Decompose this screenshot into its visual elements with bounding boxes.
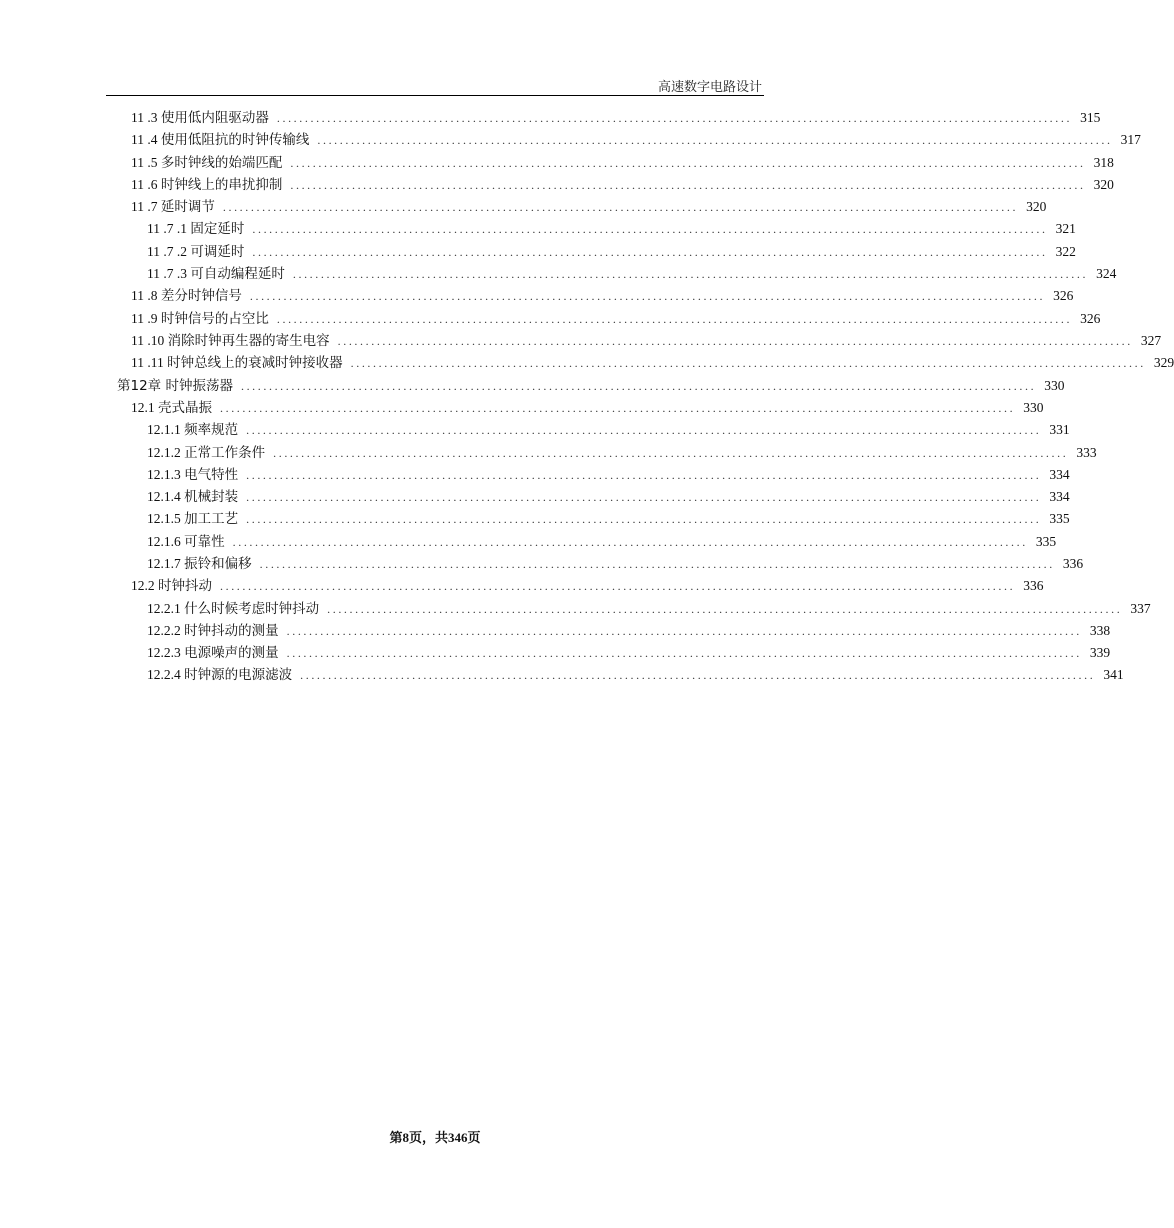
toc-leader-dots: .............................................................................................................................................. bbox=[246, 490, 1042, 504]
toc-leader-dots: .............................................................................................................................................. bbox=[273, 446, 1069, 460]
toc-entry-title: 时钟线上的串扰抑制 bbox=[160, 177, 283, 193]
toc-entry-page: 330 bbox=[1023, 400, 1044, 415]
toc-entry[interactable] bbox=[147, 531, 1057, 553]
toc-entry-page: 333 bbox=[1076, 445, 1097, 460]
toc-entry[interactable] bbox=[147, 553, 1084, 575]
toc-entry-page: 334 bbox=[1049, 467, 1070, 482]
toc-entry[interactable] bbox=[147, 442, 1097, 464]
toc-leader-dots: .............................................................................................................................................. bbox=[222, 200, 1019, 214]
toc-entry-number: 11 .7 .2 bbox=[147, 244, 191, 259]
toc-entry-page: 320 bbox=[1093, 177, 1114, 192]
toc-entry-title: 电源噪声的测量 bbox=[184, 645, 279, 661]
toc-entry-page: 341 bbox=[1103, 667, 1124, 682]
toc-entry-chapter[interactable] bbox=[117, 375, 1065, 397]
toc-entry-title: 时钟抖动的测量 bbox=[184, 623, 279, 639]
toc-entry-number: 11 .4 bbox=[131, 132, 161, 147]
toc-entry-number: 11 .5 bbox=[131, 155, 161, 170]
toc-entry-page: 338 bbox=[1089, 623, 1111, 638]
toc-entry-page: 321 bbox=[1055, 221, 1076, 236]
toc-entry-number: 11 .6 bbox=[131, 177, 161, 192]
toc-leader-dots: .............................................................................................................................................. bbox=[246, 423, 1042, 437]
toc-entry-page: 334 bbox=[1049, 489, 1070, 504]
toc-entry[interactable] bbox=[147, 620, 1111, 642]
toc-entry-number: 11 .11 bbox=[131, 355, 168, 370]
toc-entry[interactable] bbox=[147, 508, 1070, 530]
toc-entry-number: 11 .9 bbox=[131, 311, 161, 326]
toc-entry-page: 331 bbox=[1049, 422, 1070, 437]
toc-entry[interactable] bbox=[131, 107, 1101, 129]
toc-entry-title: 时钟抖动 bbox=[158, 578, 212, 594]
toc-entry[interactable] bbox=[147, 598, 1151, 620]
toc-entry-number: 12.1.7 bbox=[147, 556, 185, 571]
toc-entry-title: 可靠性 bbox=[184, 534, 225, 550]
toc-entry-title: 差分时钟信号 bbox=[160, 288, 242, 304]
toc-entry-page: 327 bbox=[1140, 333, 1162, 348]
toc-entry-page: 336 bbox=[1062, 556, 1084, 571]
toc-leader-dots: .............................................................................................................................................. bbox=[290, 156, 1086, 170]
toc-entry-title: 使用低阻抗的时钟传输线 bbox=[160, 132, 310, 148]
toc-leader-dots: .............................................................................................................................................. bbox=[276, 111, 1073, 125]
toc-entry[interactable] bbox=[131, 196, 1047, 218]
toc-entry-title: 振铃和偏移 bbox=[184, 556, 252, 572]
toc-entry-number: 12.1.4 bbox=[147, 489, 185, 504]
toc-leader-dots: .............................................................................................................................................. bbox=[252, 245, 1048, 259]
toc-entry[interactable] bbox=[147, 486, 1070, 508]
header-divider bbox=[106, 95, 764, 96]
toc-entry-number: 11 .7 .3 bbox=[147, 266, 191, 281]
toc-entry-page: 329 bbox=[1153, 355, 1174, 370]
toc-entry-number: 11 .3 bbox=[131, 110, 161, 125]
toc-leader-dots: .............................................................................................................................................. bbox=[220, 579, 1016, 593]
toc-entry-title: 壳式晶振 bbox=[158, 400, 212, 416]
toc-entry-number: 11 .8 bbox=[131, 288, 161, 303]
toc-leader-dots: .............................................................................................................................................. bbox=[286, 624, 1082, 638]
toc-entry-title: 加工工艺 bbox=[184, 511, 239, 527]
toc-leader-dots: .............................................................................................................................................. bbox=[240, 379, 1037, 393]
toc-entry-page: 324 bbox=[1096, 266, 1117, 281]
toc-entry-page: 339 bbox=[1089, 645, 1111, 660]
toc-entry-title: 消除时钟再生器的寄生电容 bbox=[167, 333, 330, 349]
toc-entry-title: 电气特性 bbox=[184, 467, 239, 483]
toc-entry-title: 使用低内阻驱动器 bbox=[160, 110, 269, 126]
toc-entry-number: 12.2.4 bbox=[147, 667, 185, 682]
toc-entry-number: 11 .10 bbox=[131, 333, 168, 348]
toc-entry[interactable] bbox=[131, 174, 1114, 196]
toc-leader-dots: .............................................................................................................................................. bbox=[249, 289, 1046, 303]
toc-entry[interactable] bbox=[147, 263, 1117, 285]
toc-leader-dots: .............................................................................................................................................. bbox=[317, 133, 1113, 147]
toc-entry-number: 12.1 bbox=[131, 400, 158, 415]
toc-entry-title: 时钟源的电源滤波 bbox=[184, 667, 293, 683]
toc-entry[interactable] bbox=[147, 664, 1124, 686]
toc-entry[interactable] bbox=[147, 419, 1070, 441]
toc-entry-number: 12.1.6 bbox=[147, 534, 185, 549]
page-footer: 第8页，共346页 bbox=[389, 1130, 481, 1145]
toc-entry-number: 12.1.5 bbox=[147, 511, 185, 526]
toc-entry[interactable] bbox=[147, 642, 1111, 664]
toc-entry-title: 什么时候考虑时钟抖动 bbox=[184, 601, 320, 617]
toc-entry[interactable] bbox=[131, 152, 1114, 174]
toc-entry[interactable] bbox=[147, 218, 1076, 240]
toc-leader-dots: .............................................................................................................................................. bbox=[220, 401, 1016, 415]
toc-leader-dots: .............................................................................................................................................. bbox=[252, 222, 1048, 236]
toc-entry-title: 频率规范 bbox=[184, 422, 239, 438]
toc-entry-number: 12.1.3 bbox=[147, 467, 185, 482]
toc-entry-number: 12.2.2 bbox=[147, 623, 185, 638]
toc-entry-page: 330 bbox=[1044, 378, 1065, 393]
toc-entry-title: 可调延时 bbox=[190, 244, 245, 260]
toc-entry-number: 12.1.2 bbox=[147, 445, 185, 460]
toc-entry-title: 正常工作条件 bbox=[184, 445, 266, 461]
toc-entry-title: 多时钟线的始端匹配 bbox=[160, 155, 283, 171]
toc-entry[interactable] bbox=[131, 308, 1101, 330]
toc-entry-title: 时钟信号的占空比 bbox=[160, 311, 269, 327]
toc-entry-page: 317 bbox=[1120, 132, 1141, 147]
toc-entry-page: 322 bbox=[1055, 244, 1076, 259]
toc-entry[interactable] bbox=[131, 352, 1174, 374]
toc-leader-dots: .............................................................................................................................................. bbox=[246, 468, 1042, 482]
toc-entry[interactable] bbox=[147, 464, 1070, 486]
toc-leader-dots: .............................................................................................................................................. bbox=[292, 267, 1089, 281]
toc-entry-number: 12.2.1 bbox=[147, 601, 185, 616]
toc-entry[interactable] bbox=[131, 330, 1162, 352]
toc-entry[interactable] bbox=[131, 285, 1074, 307]
toc-entry[interactable] bbox=[131, 575, 1044, 597]
toc-leader-dots: .............................................................................................................................................. bbox=[286, 646, 1082, 660]
toc-entry[interactable] bbox=[131, 129, 1141, 151]
toc-leader-dots: .............................................................................................................................................. bbox=[276, 312, 1073, 326]
toc-entry-number: 11 .7 .1 bbox=[147, 221, 191, 236]
toc-entry-number: 11 .7 bbox=[131, 199, 161, 214]
toc-entry-page: 318 bbox=[1093, 155, 1114, 170]
toc-leader-dots: .............................................................................................................................................. bbox=[232, 535, 1028, 549]
toc-leader-dots: .............................................................................................................................................. bbox=[350, 356, 1146, 370]
running-header: 高速数字电路设计 bbox=[657, 80, 762, 95]
toc-entry-number: 12.1.1 bbox=[147, 422, 185, 437]
toc-entry-title: 可自动编程延时 bbox=[190, 266, 285, 282]
toc-entry-page: 320 bbox=[1026, 199, 1047, 214]
toc-leader-dots: .............................................................................................................................................. bbox=[259, 557, 1055, 571]
toc-leader-dots: .............................................................................................................................................. bbox=[337, 334, 1133, 348]
toc-entry-number: 12.2.3 bbox=[147, 645, 185, 660]
toc-entry[interactable] bbox=[131, 397, 1044, 419]
toc-leader-dots: .............................................................................................................................................. bbox=[290, 178, 1086, 192]
toc-entry-page: 335 bbox=[1035, 534, 1057, 549]
toc-entry-title: 时钟振荡器 bbox=[165, 378, 233, 394]
toc-entry-title: 延时调节 bbox=[160, 199, 215, 215]
toc-entry-page: 335 bbox=[1049, 511, 1070, 526]
toc-entry-page: 326 bbox=[1080, 311, 1101, 326]
toc-leader-dots: .............................................................................................................................................. bbox=[246, 512, 1042, 526]
toc-entry-title: 时钟总线上的衰减时钟接收器 bbox=[167, 355, 343, 371]
toc-leader-dots: .............................................................................................................................................. bbox=[300, 668, 1096, 682]
toc-entry-number: 12.2 bbox=[131, 578, 158, 593]
toc-entry-number: 第12章 bbox=[117, 378, 166, 394]
toc-entry-page: 337 bbox=[1130, 601, 1151, 616]
toc-leader-dots: .............................................................................................................................................. bbox=[327, 602, 1123, 616]
toc-entry-page: 336 bbox=[1023, 578, 1044, 593]
toc-entry-page: 326 bbox=[1053, 288, 1074, 303]
toc-entry-page: 315 bbox=[1080, 110, 1101, 125]
toc-entry-title: 固定延时 bbox=[190, 221, 245, 237]
toc-entry[interactable] bbox=[147, 241, 1076, 263]
toc-entry-title: 机械封装 bbox=[184, 489, 239, 505]
